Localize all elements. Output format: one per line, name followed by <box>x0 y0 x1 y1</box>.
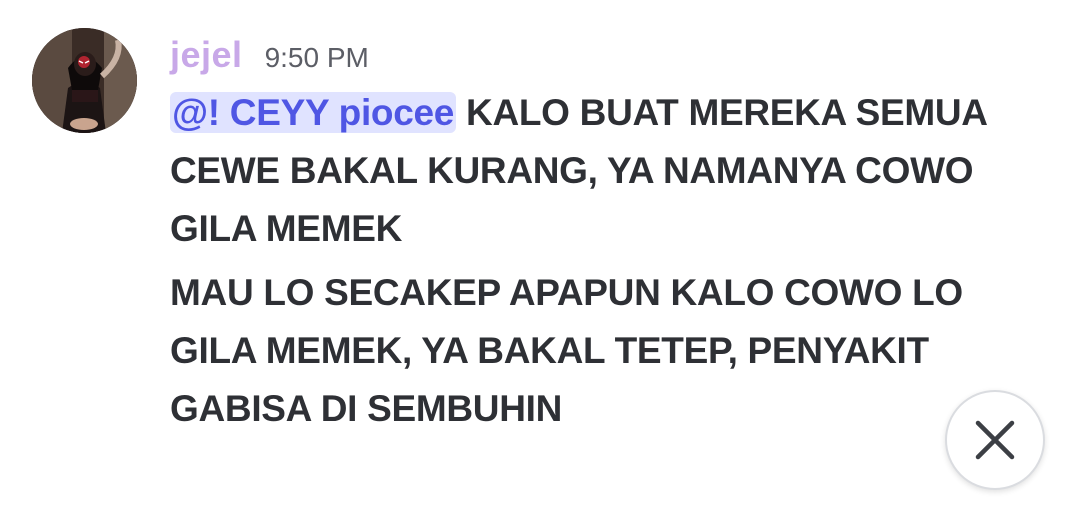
timestamp: 9:50 PM <box>264 42 369 73</box>
paragraph-1-text: KALO BUAT MEREKA SEMUA CEWE BAKAL KURANG, YA NAMANYA COWO GILA MEMEK <box>170 92 987 249</box>
user-avatar[interactable] <box>32 28 137 133</box>
user-mention[interactable]: @! CEYY piocee <box>172 92 455 133</box>
message-paragraph-1 <box>170 84 1030 258</box>
close-icon <box>973 418 1017 462</box>
message-header <box>170 34 369 86</box>
close-button[interactable] <box>945 390 1045 490</box>
avatar-image <box>32 28 137 133</box>
username[interactable]: jejel <box>170 34 243 75</box>
message-paragraph-2: MAU LO SECAKEP APAPUN KALO COWO LO GILA MEMEK, YA BAKAL TETEP, PENYAKIT GABISA DI SEMBUHIN <box>170 272 963 429</box>
message-content <box>170 84 1030 438</box>
